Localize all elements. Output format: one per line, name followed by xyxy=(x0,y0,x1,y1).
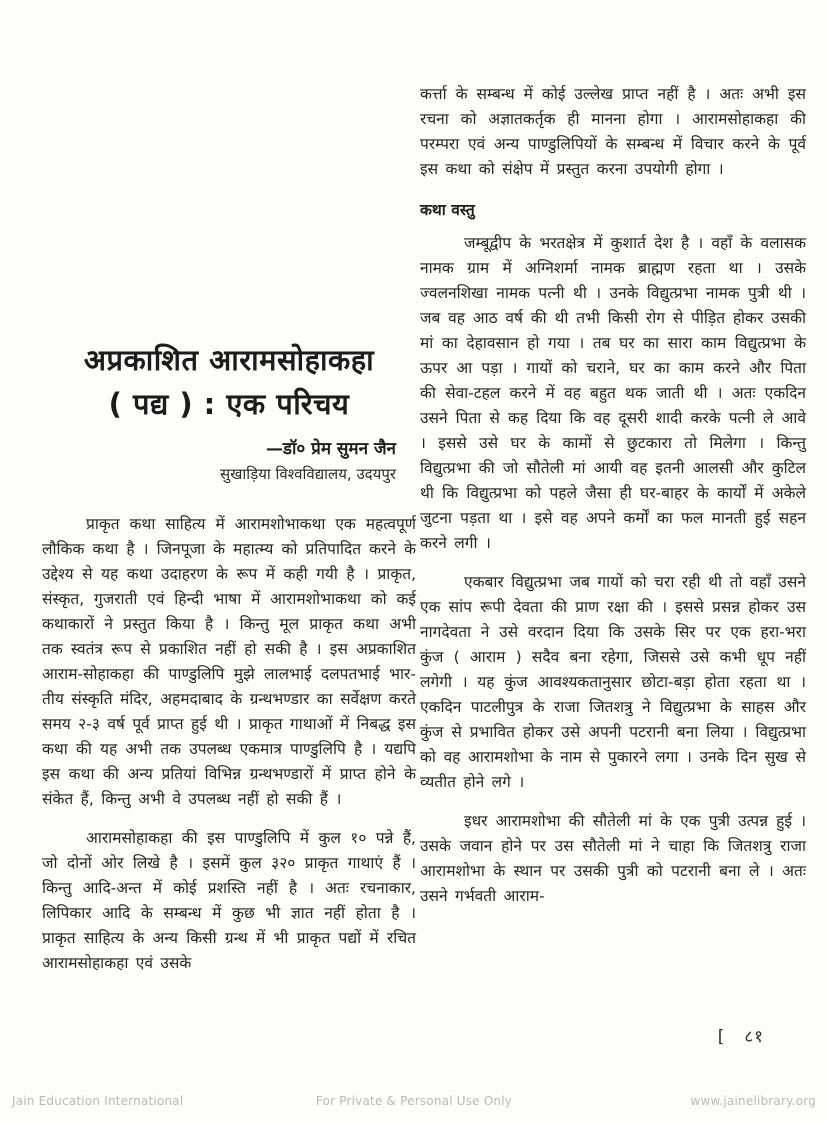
article-title-line2: ( पद्य ) : एक परिचय xyxy=(108,387,350,421)
paragraph: प्राकृत कथा साहित्य में आरामशोभाकथा एक महत्वपूर्ण लौकिक कथा है । जिनपूजा के महात्म्य को प्रतिपादित करने के उद्देश्य से यह कथा उदाहरण के रूप में कही गयी है । प्राकृत, संस्कृत, गुजराती एवं हिन्दी भाषा में आरामशोभाकथा को कई कथाकारों ने प्रस्तुत किया है । किन्तु मूल प्राकृत कथा अभी तक स्वतंत्र रूप से प्रकाशित नहीं हो सकी है । इस अप्रकाशित आराम-सोहाकहा की पाण्डुलिपि मुझे लालभाई दलपतभाई भार-तीय संस्कृति मंदिर, अहमदाबाद के ग्रन्थभण्डार का सर्वेक्षण करते समय २-३ वर्ष पूर्व प्राप्त हुई थी । प्राकृत गाथाओं में निबद्ध इस कथा की यह अभी तक उपलब्ध एकमात्र पाण्डुलिपि है । यद्यपि इस कथा की अन्य प्रतियां विभिन्न ग्रन्थभण्डारों में प्राप्त होने के संकेत हैं, किन्तु अभी वे उपलब्ध नहीं हो सकी हैं । xyxy=(42,515,416,808)
section-heading: कथा वस्तु xyxy=(420,201,475,219)
footer-usage-note: For Private & Personal Use Only xyxy=(315,1094,513,1108)
paragraph: एकबार विद्युत्प्रभा जब गायों को चरा रही थी तो वहाँ उसने एक सांप रूपी देवता की प्राण रक्षा की । इससे प्रसन्न होकर उस नागदेवता ने उसे वरदान दिया कि उसके सिर पर एक हरा-भरा कुंज ( आराम ) सदैव बना रहेगा, जिससे उसे कभी धूप नहीं लगेगी । यह कुंज आवश्यकतानुसार छोटा-बड़ा होता रहता था । एकदिन पाटलीपुत्र के राजा जितशत्रु ने विद्युत्प्रभा के साहस और कुंज से प्रभावित होकर उसे अपनी पटरानी बना लिया । विद्युत्प्रभा को वह आरामशोभा के नाम से पुकारने लगा । उनके दिन सुख से व्यतीत होने लगे । xyxy=(420,573,806,791)
paragraph-continuation: कर्त्ता के सम्बन्ध में कोई उल्लेख प्राप्त नहीं है । अतः अभी इस रचना को अज्ञातकर्तृक ही मानना होगा । आरामसोहाकहा की परम्परा एवं अन्य पाण्डुलिपियों के सम्बन्ध में विचार करने के पूर्व इस कथा को संक्षेप में प्रस्तुत करना उपयोगी होगा । xyxy=(420,85,806,178)
article-title-line1: अप्रकाशित आरामसोहाकहा xyxy=(83,343,375,377)
author-byline: —डॉ० प्रेम सुमन जैन xyxy=(265,439,396,459)
paragraph: इधर आरामशोभा की सौतेली मां के एक पुत्री उत्पन्न हुई । उसके जवान होने पर उस सौतेली मां ने चाहा कि जितशत्रु राजा आरामशोभा के स्थान पर उसकी पुत्री को पटरानी बना ले । अतः उसने गर्भवती आराम- xyxy=(420,812,806,905)
paragraph: जम्बूद्वीप के भरतक्षेत्र में कुशार्त देश है । वहाँ के वलासक नामक ग्राम में अग्निशर्मा नामक ब्राह्मण रहता था । उसके ज्वलनशिखा नामक पत्नी थी । उनके विद्युत्प्रभा नामक पुत्री थी । जब वह आठ वर्ष की थी तभी किसी रोग से पीड़ित होकर उसकी मां का देहावसान हो गया । तब घर का सारा काम विद्युत्प्रभा के ऊपर आ पड़ा । गायों को चराने, घर का काम करने और पिता की सेवा-टहल करने में वह बहुत थक जाती थी । अतः एकदिन उसने पिता से कह दिया कि वह दूसरी शादी करके पत्नी ले आवे । इससे उसे घर के कामों से छुटकारा तो मिलेगा । किन्तु विद्युत्प्रभा की जो सौतेली मां आयी वह इतनी आलसी और कुटिल थी कि विद्युत्प्रभा को पहले जैसा ही घर-बाहर के कार्यों में अकेले जुटना पड़ता था । इसे वह अपने कर्मों का फल मानती हुई सहन करने लगी । xyxy=(420,234,806,552)
left-column xyxy=(42,338,416,990)
author-affiliation: सुखाड़िया विश्वविद्यालय, उदयपुर xyxy=(219,465,396,483)
footer-website: www.jainelibrary.org xyxy=(690,1094,816,1108)
byline-block xyxy=(42,436,416,486)
page-number: [ ८१ xyxy=(717,1027,764,1047)
right-column xyxy=(420,82,806,923)
footer xyxy=(0,1094,828,1108)
paragraph: आरामसोहाकहा की इस पाण्डुलिपि में कुल १० पन्ने हैं, जो दोनों ओर लिखे है । इसमें कुल ३२० प्राकृत गाथाएं हैं । किन्तु आदि-अन्त में कोई प्रशस्ति नहीं है । अतः रचनाकार, लिपिकार आदि के सम्बन्ध में कुछ भी ज्ञात नहीं होता है । प्राकृत साहित्य के अन्य किसी ग्रन्थ में भी प्राकृत पद्यों में रचित आरामसोहाकहा एवं उसके xyxy=(42,829,416,972)
footer-publisher: Jain Education International xyxy=(12,1094,184,1108)
title-block xyxy=(42,338,416,486)
